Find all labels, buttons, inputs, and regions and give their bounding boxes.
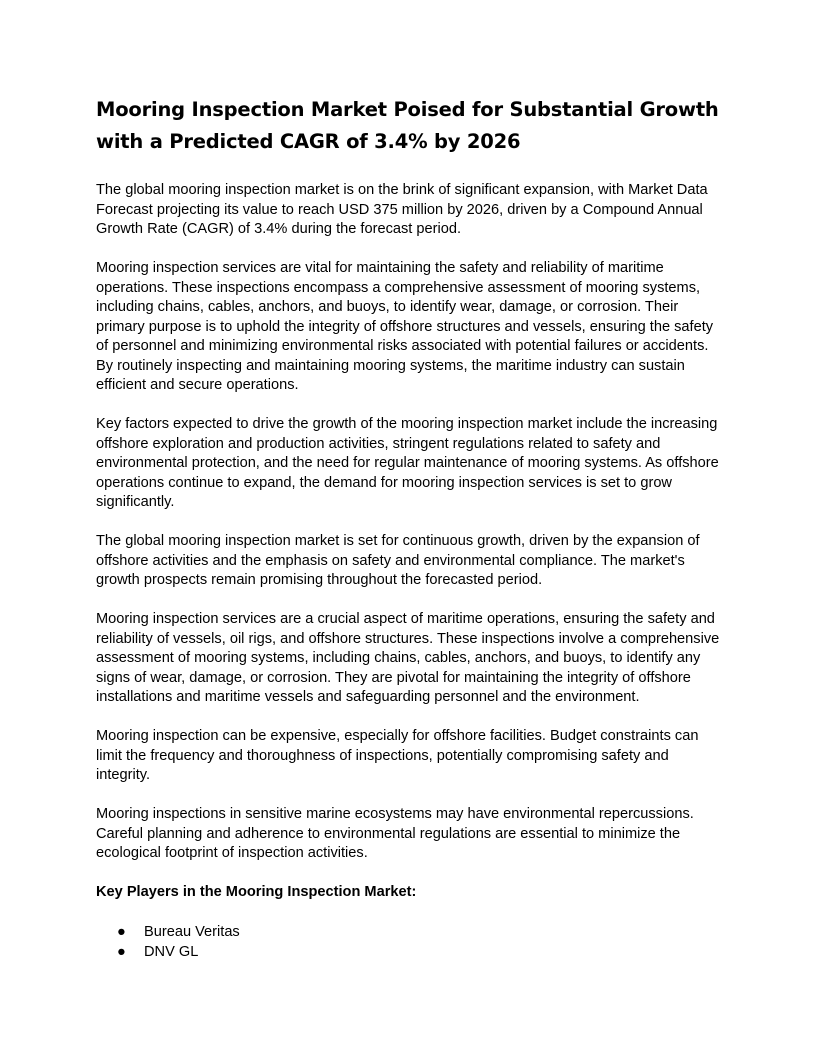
paragraph-environmental-impact: Mooring inspections in sensitive marine ecosystems may have environmental repercussions. Careful planning and adherence to environmental regulations are essential to minimize the ecological footprint of inspection activities. xyxy=(96,806,694,861)
bullet-icon: ● xyxy=(117,923,126,940)
article-title: Mooring Inspection Market Poised for Substantial Growth with a Predicted CAGR of 3.4% by 2026 xyxy=(96,98,719,153)
key-player-name: DNV GL xyxy=(144,943,199,960)
key-player-name: Bureau Veritas xyxy=(144,923,240,940)
key-players-heading: Key Players in the Mooring Inspection Market: xyxy=(96,884,417,900)
paragraph-market-outlook: The global mooring inspection market is set for continuous growth, driven by the expansion of offshore activities and the emphasis on safety and environmental compliance. The market's growth prospects remain promising throughout the forecasted period. xyxy=(96,533,700,588)
key-players-list xyxy=(96,922,724,962)
bullet-icon: ● xyxy=(117,943,126,960)
paragraph-growth-drivers: Key factors expected to drive the growth of the mooring inspection market include the increasing offshore exploration and production activities, stringent regulations related to safety and environmental protection, and the need for regular maintenance of mooring systems. As offshore operations continue to expand, the demand for mooring inspection services is set to grow significantly. xyxy=(96,416,719,510)
list-item xyxy=(96,922,724,942)
paragraph-cost-constraints: Mooring inspection can be expensive, especially for offshore facilities. Budget constraints can limit the frequency and thoroughness of inspections, potentially compromising safety and integrity. xyxy=(96,728,699,783)
list-item xyxy=(96,942,724,962)
paragraph-market-forecast: The global mooring inspection market is on the brink of significant expansion, with Market Data Forecast projecting its value to reach USD 375 million by 2026, driven by a Compound Annual Growth Rate (CAGR) of 3.4% during the forecast period. xyxy=(96,182,708,237)
paragraph-services-importance: Mooring inspection services are a crucial aspect of maritime operations, ensuring the safety and reliability of vessels, oil rigs, and offshore structures. These inspections involve a comprehensive assessment of mooring systems, including chains, cables, anchors, and buoys, to identify any signs of wear, damage, or corrosion. They are pivotal for maintaining the integrity of offshore installations and maritime vessels and safeguarding personnel and the environment. xyxy=(96,611,720,705)
document-page xyxy=(96,94,724,962)
paragraph-services-overview: Mooring inspection services are vital for maintaining the safety and reliability of maritime operations. These inspections encompass a comprehensive assessment of mooring systems, including chains, cables, anchors, and buoys, to identify wear, damage, or corrosion. Their primary purpose is to uphold the integrity of offshore structures and vessels, ensuring the safety of personnel and minimizing environmental risks associated with potential failures or accidents. By routinely inspecting and maintaining mooring systems, the maritime industry can sustain efficient and secure operations. xyxy=(96,260,714,393)
